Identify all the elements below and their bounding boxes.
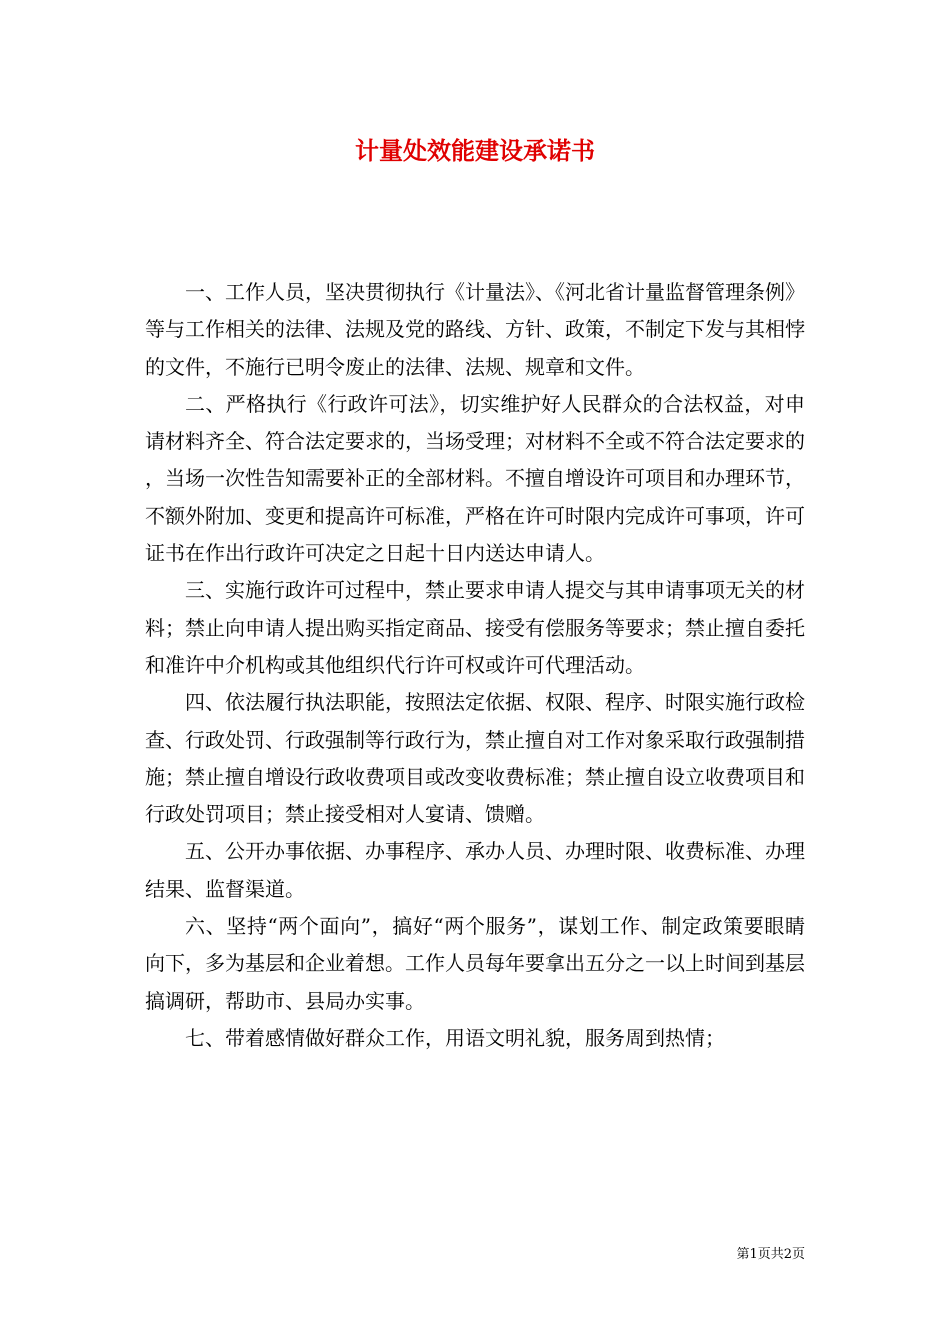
- paragraph-4: 四、依法履行执法职能，按照法定依据、权限、程序、时限实施行政检查、行政处罚、行政强制等行政行为，禁止擅自对工作对象采取行政强制措施；禁止擅自增设行政收费项目或改变收费标准；禁止擅自设立收费项目和行政处罚项目；禁止接受相对人宴请、馈赠。: [145, 690, 805, 827]
- page-number: 第1页共2页: [736, 1247, 805, 1262]
- paragraph-3: 三、实施行政许可过程中，禁止要求申请人提交与其申请事项无关的材料；禁止向申请人提出购买指定商品、接受有偿服务等要求；禁止擅自委托和准许中介机构或其他组织代行许可权或许可代理活动。: [145, 578, 805, 677]
- paragraph-1: 一、工作人员，坚决贯彻执行《计量法》、《河北省计量监督管理条例》等与工作相关的法律、法规及党的路线、方针、政策，不制定下发与其相悖的文件，不施行已明令废止的法律、法规、规章和文件。: [145, 280, 805, 379]
- paragraph-7: 七、带着感情做好群众工作，用语文明礼貌，服务周到热情；: [185, 1025, 725, 1050]
- paragraph-5: 五、公开办事依据、办事程序、承办人员、办理时限、收费标准、办理结果、监督渠道。: [145, 839, 805, 901]
- page-title: 计量处效能建设承诺书: [355, 136, 595, 165]
- paragraph-6: 六、坚持“两个面向”，搞好“两个服务”，谋划工作、制定政策要眼睛向下，多为基层和企业着想。工作人员每年要拿出五分之一以上时间到基层搞调研，帮助市、县局办实事。: [145, 914, 805, 1013]
- paragraph-2: 二、严格执行《行政许可法》，切实维护好人民群众的合法权益，对申请材料齐全、符合法定要求的，当场受理；对材料不全或不符合法定要求的，当场一次性告知需要补正的全部材料。不擅自增设许可项目和办理环节，不额外附加、变更和提高许可标准，严格在许可时限内完成许可事项，许可证书在作出行政许可决定之日起十日内送达申请人。: [145, 391, 805, 566]
- document-body: [145, 274, 805, 1057]
